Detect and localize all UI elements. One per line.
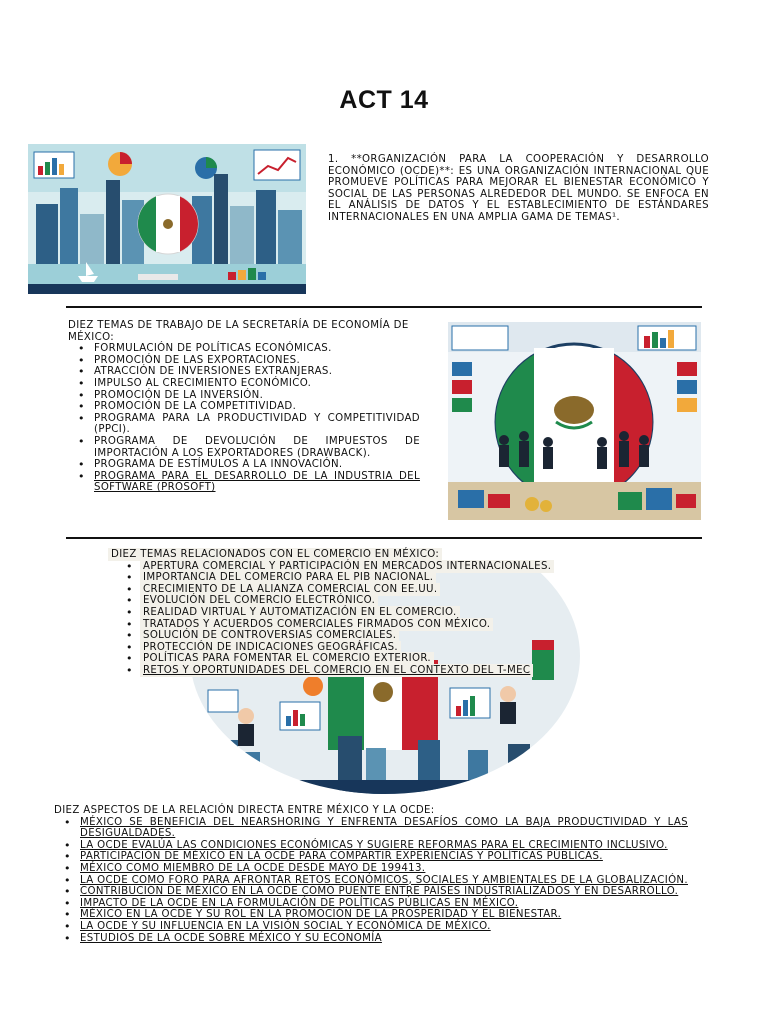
list-item: • PROMOCIÓN DE LA INVERSIÓN. [68,390,420,402]
divider [66,537,702,539]
list-item: • CRECIMIENTO DE LA ALIANZA COMERCIAL CON EE.UU. [106,584,696,596]
list-item: • PROGRAMA PARA LA PRODUCTIVIDAD Y COMPETITIVIDAD (PPCI). [68,413,420,436]
list-item: • REALIDAD VIRTUAL Y AUTOMATIZACIÓN EN EL COMERCIO. [106,607,696,619]
intro-paragraph: 1. **ORGANIZACIÓN PARA LA COOPERACIÓN Y DESARROLLO ECONÓMICO (OCDE)**: ES UNA ORGANIZACIÓN INTERNACIONAL QUE PROMUEVE POLÍTICAS PARA MEJORAR EL BIENESTAR ECONÓMICO Y SOCIAL DE LAS PERSONAS ALREDEDOR DEL MUNDO. SE ENFOCA EN EL ANÁLISIS DE DATOS Y EL ESTABLECIMIENTO DE ESTÁNDARES INTERNACIONALES EN UNA AMPLIA GAMA DE TEMAS¹. [328,154,709,223]
list-item[interactable]: • MÉXICO EN LA OCDE Y SU ROL EN LA PROMOCIÓN DE LA PROSPERIDAD Y EL BIENESTAR. [54,909,688,921]
list-item[interactable]: • IMPACTO DE LA OCDE EN LA FORMULACIÓN DE POLÍTICAS PÚBLICAS EN MÉXICO. [54,898,688,910]
comercio-section [106,549,696,677]
secretaria-section [68,320,420,494]
list-item: • SOLUCIÓN DE CONTROVERSIAS COMERCIALES. [106,630,696,642]
list-item: • TRATADOS Y ACUERDOS COMERCIALES FIRMADOS CON MÉXICO. [106,619,696,631]
comercio-list [106,561,696,677]
prosoft-link[interactable]: • PROGRAMA PARA EL DESARROLLO DE LA INDUSTRIA DEL SOFTWARE (PROSOFT) [68,471,420,494]
list-item: • APERTURA COMERCIAL Y PARTICIPACIÓN EN MERCADOS INTERNACIONALES. [106,561,696,573]
list-item: • IMPORTANCIA DEL COMERCIO PARA EL PIB NACIONAL. [106,572,696,584]
list-item[interactable]: • LA OCDE Y SU INFLUENCIA EN LA VISIÓN SOCIAL Y ECONÓMICA DE MÉXICO. [54,921,688,933]
list-item: • FORMULACIÓN DE POLÍTICAS ECONÓMICAS. [68,343,420,355]
page-title: ACT 14 [339,86,429,114]
list-item[interactable]: • LA OCDE EVALÚA LAS CONDICIONES ECONÓMICAS Y SUGIERE REFORMAS PARA EL CRECIMIENTO INCLUSIVO. [54,840,688,852]
secretaria-list [68,343,420,494]
list-item[interactable]: • ESTUDIOS DE LA OCDE SOBRE MÉXICO Y SU ECONOMÍA [54,933,688,945]
list-item[interactable]: • CONTRIBUCIÓN DE MÉXICO EN LA OCDE COMO PUENTE ENTRE PAÍSES INDUSTRIALIZADOS Y EN DESARROLLO. [54,886,688,898]
list-item: • PROTECCIÓN DE INDICACIONES GEOGRÁFICAS. [106,642,696,654]
ocde-list [54,817,688,945]
list-item: • ATRACCIÓN DE INVERSIONES EXTRANJERAS. [68,366,420,378]
ocde-section [54,805,688,944]
list-item: • PROMOCIÓN DE LAS EXPORTACIONES. [68,355,420,367]
list-item: • POLÍTICAS PARA FOMENTAR EL COMERCIO EXTERIOR. [106,653,696,665]
skyline-svg [28,144,306,294]
list-item: • PROGRAMA DE ESTÍMULOS A LA INNOVACIÓN. [68,459,420,471]
list-item: • EVOLUCIÓN DEL COMERCIO ELECTRÓNICO. [106,595,696,607]
ocde-heading: DIEZ ASPECTOS DE LA RELACIÓN DIRECTA ENTRE MÉXICO Y LA OCDE: [54,805,435,816]
list-item: • PROGRAMA DE DEVOLUCIÓN DE IMPUESTOS DE IMPORTACIÓN A LOS EXPORTADORES (DRAWBACK). [68,436,420,459]
flag-officials-svg [448,322,701,520]
list-item: • IMPULSO AL CRECIMIENTO ECONÓMICO. [68,378,420,390]
list-item: • PROMOCIÓN DE LA COMPETITIVIDAD. [68,401,420,413]
list-item[interactable]: • MÉXICO COMO MIEMBRO DE LA OCDE DESDE MAYO DE 199413. [54,863,688,875]
list-item[interactable]: • LA OCDE COMO FORO PARA AFRONTAR RETOS ECONÓMICOS, SOCIALES Y AMBIENTALES DE LA GLOBALIZACIÓN. [54,875,688,887]
list-item[interactable]: • PARTICIPACIÓN DE MÉXICO EN LA OCDE PARA COMPARTIR EXPERIENCIAS Y POLÍTICAS PÚBLICAS. [54,851,688,863]
illustration-flag-officials [448,322,701,520]
illustration-city-skyline [28,144,306,294]
divider [66,306,702,308]
secretaria-heading: DIEZ TEMAS DE TRABAJO DE LA SECRETARÍA DE ECONOMÍA DE MÉXICO: [68,320,409,343]
tmec-link[interactable]: • RETOS Y OPORTUNIDADES DEL COMERCIO EN EL CONTEXTO DEL T-MEC [106,665,696,677]
list-item[interactable]: • MÉXICO SE BENEFICIA DEL NEARSHORING Y ENFRENTA DESAFÍOS COMO LA BAJA PRODUCTIVIDAD Y LAS DESIGUALDADES. [54,817,688,840]
comercio-heading: DIEZ TEMAS RELACIONADOS CON EL COMERCIO EN MÉXICO: [106,549,696,561]
